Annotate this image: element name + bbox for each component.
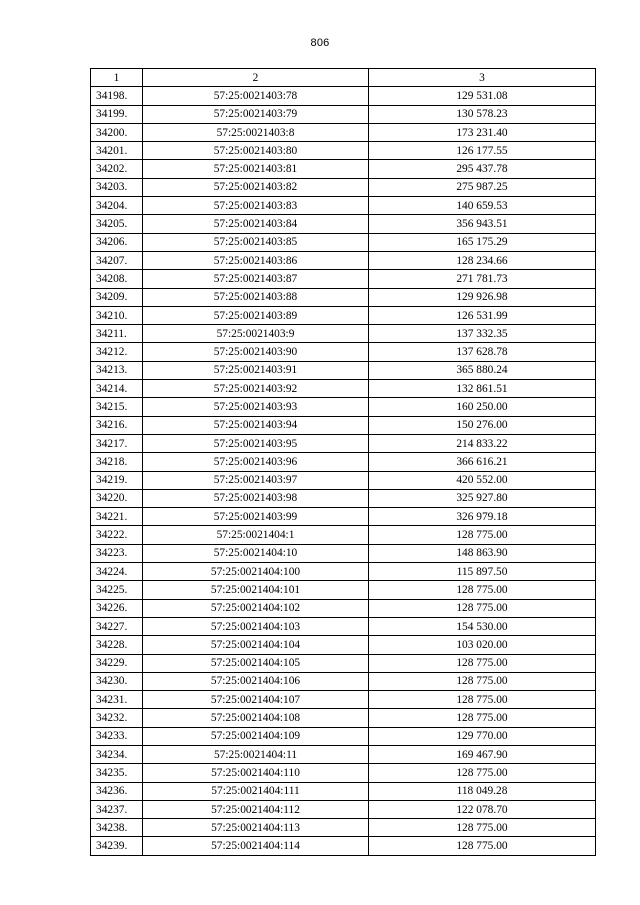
cadastral-value: 129 926.98 (369, 288, 596, 306)
row-number: 34230. (91, 672, 143, 690)
cadastral-number: 57:25:0021404:101 (143, 581, 369, 599)
cadastral-value: 128 775.00 (369, 709, 596, 727)
row-number: 34238. (91, 819, 143, 837)
row-number: 34225. (91, 581, 143, 599)
cadastral-value: 165 175.29 (369, 233, 596, 251)
table-row (91, 105, 596, 123)
table-row (91, 434, 596, 452)
cadastral-value: 275 987.25 (369, 178, 596, 196)
table-row (91, 233, 596, 251)
cadastral-number: 57:25:0021404:110 (143, 764, 369, 782)
cadastral-value: 214 833.22 (369, 434, 596, 452)
table-row (91, 471, 596, 489)
table-row (91, 361, 596, 379)
cadastral-number: 57:25:0021404:113 (143, 819, 369, 837)
cadastral-value: 122 078.70 (369, 800, 596, 818)
cadastral-number: 57:25:0021403:81 (143, 160, 369, 178)
cadastral-number: 57:25:0021403:87 (143, 270, 369, 288)
cadastral-number: 57:25:0021404:102 (143, 599, 369, 617)
cadastral-value: 325 927.80 (369, 489, 596, 507)
row-number: 34209. (91, 288, 143, 306)
table-row (91, 398, 596, 416)
page-number: 806 (310, 37, 330, 49)
cadastral-number: 57:25:0021403:8 (143, 123, 369, 141)
cadastral-value: 356 943.51 (369, 215, 596, 233)
cadastral-number: 57:25:0021403:91 (143, 361, 369, 379)
cadastral-number: 57:25:0021404:114 (143, 837, 369, 855)
row-number: 34199. (91, 105, 143, 123)
cadastral-number: 57:25:0021403:99 (143, 508, 369, 526)
cadastral-number: 57:25:0021404:100 (143, 563, 369, 581)
table-row (91, 306, 596, 324)
cadastral-value: 365 880.24 (369, 361, 596, 379)
cadastral-value: 128 775.00 (369, 654, 596, 672)
row-number: 34214. (91, 380, 143, 398)
table-row (91, 782, 596, 800)
row-number: 34219. (91, 471, 143, 489)
table-row (91, 691, 596, 709)
table-row (91, 709, 596, 727)
cadastral-value: 128 775.00 (369, 526, 596, 544)
cadastral-number: 57:25:0021403:78 (143, 87, 369, 105)
row-number: 34227. (91, 617, 143, 635)
cadastral-value: 148 863.90 (369, 544, 596, 562)
table-row (91, 270, 596, 288)
row-number: 34203. (91, 178, 143, 196)
cadastral-number: 57:25:0021403:88 (143, 288, 369, 306)
header-row (91, 69, 596, 87)
row-number: 34233. (91, 727, 143, 745)
cadastral-number: 57:25:0021404:105 (143, 654, 369, 672)
cadastral-value: 295 437.78 (369, 160, 596, 178)
cadastral-value: 126 531.99 (369, 306, 596, 324)
row-number: 34205. (91, 215, 143, 233)
table-row (91, 343, 596, 361)
cadastral-number: 57:25:0021403:89 (143, 306, 369, 324)
cadastral-value: 132 861.51 (369, 380, 596, 398)
cadastral-number: 57:25:0021404:106 (143, 672, 369, 690)
table-row (91, 178, 596, 196)
cadastral-number: 57:25:0021403:85 (143, 233, 369, 251)
cadastral-number: 57:25:0021403:83 (143, 197, 369, 215)
table-row (91, 617, 596, 635)
table-row (91, 672, 596, 690)
row-number: 34231. (91, 691, 143, 709)
cadastral-number: 57:25:0021404:11 (143, 745, 369, 763)
cadastral-number: 57:25:0021404:109 (143, 727, 369, 745)
cadastral-number: 57:25:0021403:82 (143, 178, 369, 196)
row-number: 34239. (91, 837, 143, 855)
cadastral-number: 57:25:0021403:92 (143, 380, 369, 398)
cadastral-value: 154 530.00 (369, 617, 596, 635)
cadastral-value: 128 775.00 (369, 599, 596, 617)
cadastral-number: 57:25:0021404:107 (143, 691, 369, 709)
row-number: 34215. (91, 398, 143, 416)
row-number: 34236. (91, 782, 143, 800)
row-number: 34213. (91, 361, 143, 379)
table-row (91, 837, 596, 855)
table-row (91, 636, 596, 654)
column-header-3: 3 (369, 69, 596, 87)
column-header-2: 2 (143, 69, 369, 87)
table-row (91, 599, 596, 617)
row-number: 34216. (91, 416, 143, 434)
cadastral-number: 57:25:0021403:90 (143, 343, 369, 361)
row-number: 34204. (91, 197, 143, 215)
row-number: 34235. (91, 764, 143, 782)
table-row (91, 142, 596, 160)
cadastral-value: 150 276.00 (369, 416, 596, 434)
table-row (91, 654, 596, 672)
column-header-1: 1 (91, 69, 143, 87)
cadastral-value: 103 020.00 (369, 636, 596, 654)
table-row (91, 416, 596, 434)
cadastral-number: 57:25:0021403:86 (143, 251, 369, 269)
cadastral-value: 366 616.21 (369, 453, 596, 471)
table-row (91, 288, 596, 306)
cadastral-number: 57:25:0021403:95 (143, 434, 369, 452)
cadastral-value: 126 177.55 (369, 142, 596, 160)
row-number: 34211. (91, 325, 143, 343)
table-row (91, 453, 596, 471)
row-number: 34206. (91, 233, 143, 251)
cadastral-value: 128 775.00 (369, 691, 596, 709)
cadastral-value: 128 775.00 (369, 581, 596, 599)
cadastral-number: 57:25:0021403:84 (143, 215, 369, 233)
table-row (91, 380, 596, 398)
cadastral-value: 326 979.18 (369, 508, 596, 526)
table-row (91, 563, 596, 581)
row-number: 34210. (91, 306, 143, 324)
cadastral-number: 57:25:0021404:1 (143, 526, 369, 544)
cadastral-value: 169 467.90 (369, 745, 596, 763)
cadastral-number: 57:25:0021403:98 (143, 489, 369, 507)
cadastral-value: 130 578.23 (369, 105, 596, 123)
cadastral-value: 173 231.40 (369, 123, 596, 141)
row-number: 34232. (91, 709, 143, 727)
cadastral-value: 128 234.66 (369, 251, 596, 269)
cadastral-value: 118 049.28 (369, 782, 596, 800)
table-row (91, 160, 596, 178)
cadastral-number: 57:25:0021404:108 (143, 709, 369, 727)
cadastral-value: 140 659.53 (369, 197, 596, 215)
cadastral-value: 128 775.00 (369, 672, 596, 690)
cadastral-number: 57:25:0021404:10 (143, 544, 369, 562)
table-row (91, 544, 596, 562)
row-number: 34208. (91, 270, 143, 288)
row-number: 34200. (91, 123, 143, 141)
row-number: 34220. (91, 489, 143, 507)
table-row (91, 526, 596, 544)
row-number: 34223. (91, 544, 143, 562)
cadastral-number: 57:25:0021404:112 (143, 800, 369, 818)
cadastral-value: 137 628.78 (369, 343, 596, 361)
row-number: 34201. (91, 142, 143, 160)
row-number: 34226. (91, 599, 143, 617)
cadastral-number: 57:25:0021403:94 (143, 416, 369, 434)
table-header (91, 69, 596, 87)
row-number: 34218. (91, 453, 143, 471)
table-row (91, 745, 596, 763)
row-number: 34237. (91, 800, 143, 818)
table-row (91, 251, 596, 269)
table-row (91, 87, 596, 105)
row-number: 34198. (91, 87, 143, 105)
cadastral-value: 137 332.35 (369, 325, 596, 343)
table-row (91, 581, 596, 599)
cadastral-value: 128 775.00 (369, 819, 596, 837)
cadastral-value: 129 770.00 (369, 727, 596, 745)
row-number: 34229. (91, 654, 143, 672)
row-number: 34221. (91, 508, 143, 526)
cadastral-value: 128 775.00 (369, 764, 596, 782)
row-number: 34222. (91, 526, 143, 544)
row-number: 34224. (91, 563, 143, 581)
cadastral-value: 115 897.50 (369, 563, 596, 581)
cadastral-value: 128 775.00 (369, 837, 596, 855)
cadastral-number: 57:25:0021403:79 (143, 105, 369, 123)
table-row (91, 215, 596, 233)
cadastral-number: 57:25:0021404:111 (143, 782, 369, 800)
row-number: 34212. (91, 343, 143, 361)
cadastral-value: 160 250.00 (369, 398, 596, 416)
table-row (91, 489, 596, 507)
cadastral-value-table (90, 68, 596, 856)
row-number: 34207. (91, 251, 143, 269)
table-row (91, 764, 596, 782)
table-row (91, 123, 596, 141)
cadastral-value: 271 781.73 (369, 270, 596, 288)
cadastral-number: 57:25:0021404:104 (143, 636, 369, 654)
row-number: 34234. (91, 745, 143, 763)
table-row (91, 508, 596, 526)
row-number: 34202. (91, 160, 143, 178)
table-row (91, 197, 596, 215)
cadastral-number: 57:25:0021403:96 (143, 453, 369, 471)
table-row (91, 727, 596, 745)
table-row (91, 800, 596, 818)
cadastral-number: 57:25:0021403:93 (143, 398, 369, 416)
cadastral-number: 57:25:0021403:80 (143, 142, 369, 160)
table-row (91, 325, 596, 343)
cadastral-number: 57:25:0021404:103 (143, 617, 369, 635)
cadastral-number: 57:25:0021403:97 (143, 471, 369, 489)
cadastral-value: 420 552.00 (369, 471, 596, 489)
cadastral-number: 57:25:0021403:9 (143, 325, 369, 343)
row-number: 34217. (91, 434, 143, 452)
row-number: 34228. (91, 636, 143, 654)
cadastral-value: 129 531.08 (369, 87, 596, 105)
table-row (91, 819, 596, 837)
table-body (91, 87, 596, 855)
